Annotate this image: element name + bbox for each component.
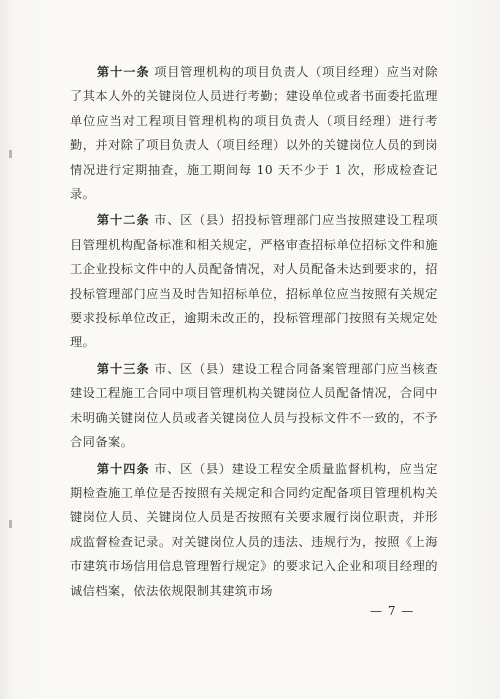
article-number: 第十四条 [96,461,150,476]
article-text: 市、区（县）建设工程安全质量监督机构，应当定期检查施工单位是否按照有关规定和合同约定配备项目管理机构关键岗位人员、关键岗位人员是否按照有关要求履行岗位职责，并形成监督检查记录。对关键岗位人员的违法、违规行为，按照《上海市建筑市场信用信息管理暂行规定》的要求记入企业和项目经理的诚信档案，依法依规限制其建筑市场 [70,461,439,598]
page-number: — 7 — [370,604,415,618]
article-paragraph [70,60,438,206]
article-number: 第十一条 [96,65,150,79]
article-number: 第十二条 [96,213,150,228]
article-paragraph [70,357,438,455]
article-number: 第十三条 [96,361,150,376]
article-text: 市、区（县）建设工程合同备案管理部门应当核查建设工程施工合同中项目管理机构关键岗位人员配备情况，合同中未明确关键岗位人员或者关键岗位人员与投标文件不一致的，不予合同备案。 [70,361,439,450]
binding-mark [9,150,12,158]
article-text: 市、区（县）招投标管理部门应当按照建设工程项目管理机构配备标准和相关规定，严格审查招标单位招标文件和施工企业投标文件中的人员配备情况，对人员配备未达到要求的，招投标管理部门应当及时告知招标单位，招标单位应当按照有关规定要求投标单位改正，逾期未改正的，投标管理部门按照有关规定处理。 [70,213,439,350]
article-text: 项目管理机构的项目负责人（项目经理）应当对除了其本人外的关键岗位人员进行考勤；建设单位或者书面委托监理单位应当对工程项目管理机构的项目负责人（项目经理）进行考勤，并对除了项目负责人（项目经理）以外的关键岗位人员的到岗情况进行定期抽查，施工期间每 10 天不少于 1 次，形成检查记录。 [70,65,439,202]
article-paragraph [70,457,438,603]
document-body [70,60,438,605]
binding-mark [9,520,12,528]
article-paragraph [70,208,438,354]
